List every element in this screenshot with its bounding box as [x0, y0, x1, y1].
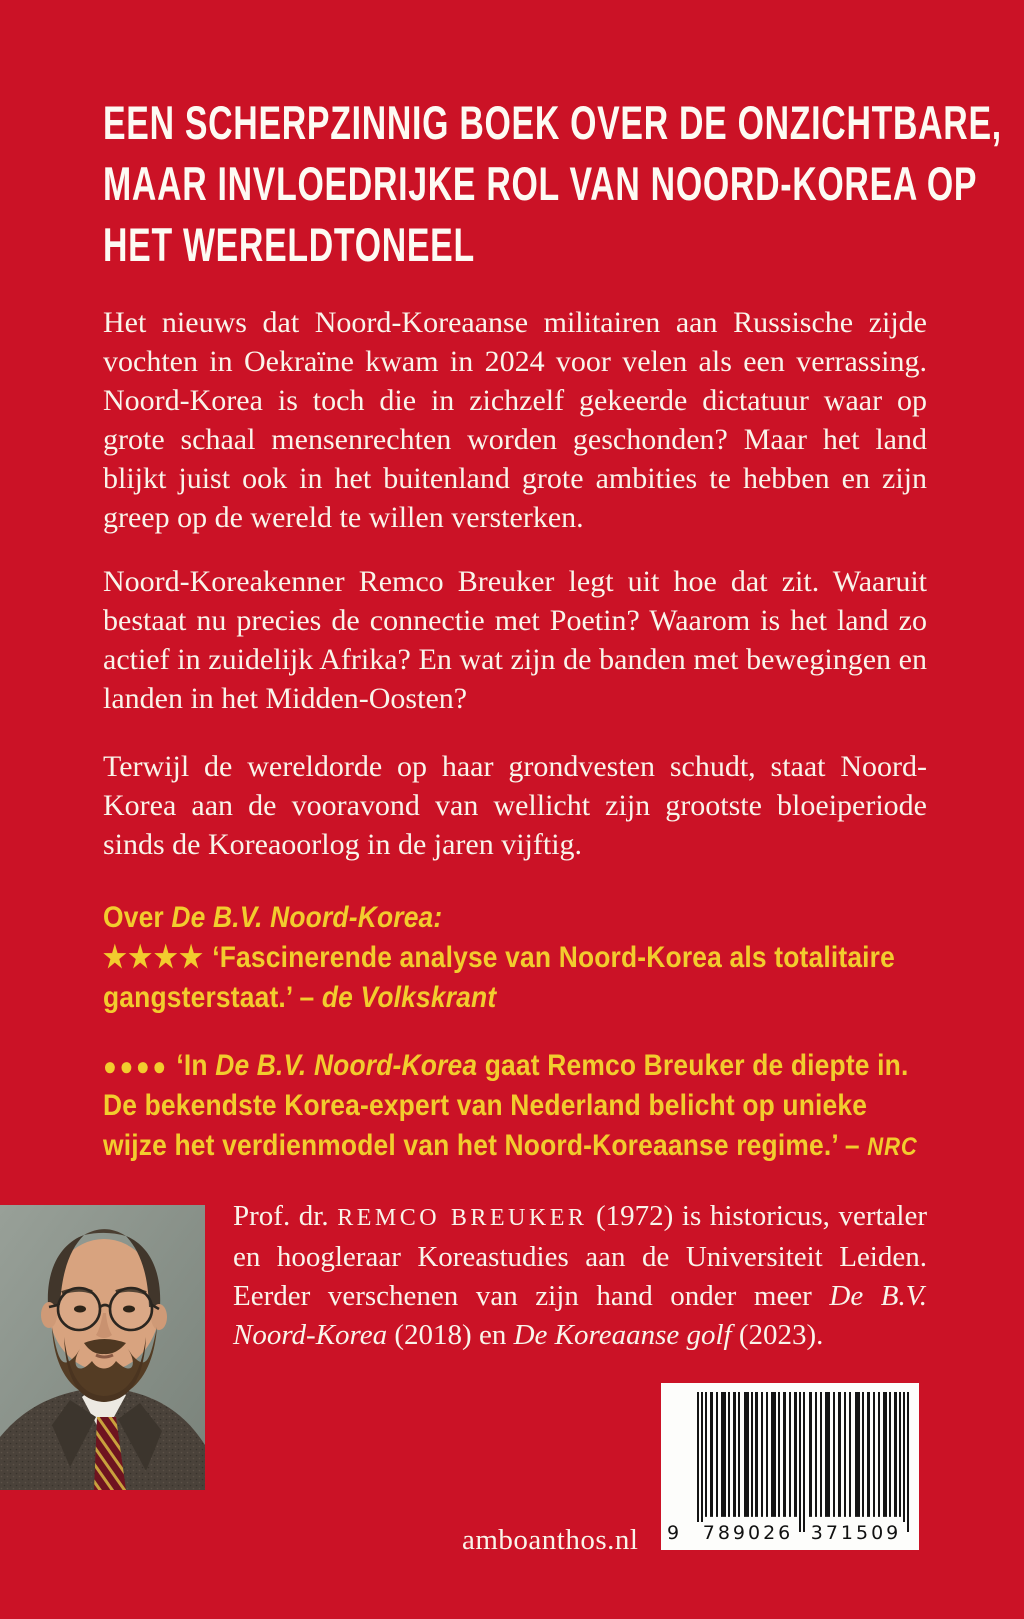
review-nrc: [103, 1046, 930, 1167]
review-2-source: NRC: [867, 1133, 918, 1161]
review-2-book-title: De B.V. Noord-Korea: [215, 1049, 478, 1082]
headline-line-2: MAAR INVLOEDRIJKE ROL VAN NOORD-KOREA OP: [103, 157, 978, 210]
review-quote-1: [103, 938, 930, 1018]
isbn-barcode: [661, 1383, 919, 1550]
headline: [103, 92, 1002, 275]
synopsis-paragraph-3: Terwijl de wereldorde op haar grondvesten schudt, staat Noord-Korea aan de vooravond van wellicht zijn grootste bloeiperiode sinds de Koreaoorlog in de jaren vijftig.: [103, 750, 927, 861]
barcode-bars-icon: [697, 1392, 909, 1532]
author-name: REMCO BREUKER: [337, 1205, 588, 1231]
publisher-url: amboanthos.nl: [462, 1524, 639, 1556]
isbn-digits: [667, 1520, 913, 1544]
dot-rating-icon: ●●●●: [103, 1051, 169, 1081]
headline-line-3: HET WERELDTONEEL: [103, 218, 475, 271]
book-title-1: De B.V. Noord-Korea: [233, 1280, 927, 1351]
review-1-quote: ‘Fascinerende analyse van Noord-Korea als totalitaire gangsterstaat.’ –: [103, 941, 895, 1014]
synopsis-paragraph-2: Noord-Koreakenner Remco Breuker legt uit hoe dat zit. Waaruit bestaat nu precies de connectie met Poetin? Waarom is het land zo actief in zuidelijk Afrika? En wat zijn de banden met bewegingen en landen in het Midden-Oosten?: [103, 565, 927, 715]
review-volkskrant: [103, 898, 930, 1018]
isbn-group-2: 371509: [805, 1522, 907, 1544]
review-heading-prefix: Over: [103, 901, 172, 934]
eye-right: [123, 1306, 135, 1313]
isbn-digit-1: 9: [667, 1522, 683, 1544]
review-1-source: de Volkskrant: [321, 981, 497, 1014]
bio-suffix: (2023).: [731, 1319, 824, 1351]
star-rating-icon: ★★★★: [103, 941, 205, 974]
author-photo: [0, 1205, 205, 1490]
synopsis-paragraph-1: Het nieuws dat Noord-Koreaanse militairen aan Russische zijde vochten in Oekraïne kwam in 2024 voor velen als een verrassing. Noord-Korea is toch die in zichzelf gekeerde dictatuur waar op grote schaal mensenrechten worden geschonden? Maar het land blijkt juist ook in het buitenland grote ambities te hebben en zijn greep op de wereld te willen versterken.: [103, 306, 927, 534]
isbn-group-1: 789026: [697, 1522, 799, 1544]
review-2-quote-rest: gaat Remco Breuker de diepte in. De bekendste Korea-expert van Nederland belicht op unieke wijze het verdienmodel van het Noord-Koreaanse regime.’ –: [103, 1049, 909, 1162]
headline-line-1: EEN SCHERPZINNIG BOEK OVER DE ONZICHTBARE,: [103, 96, 1002, 149]
review-2-quote-start: ‘In: [168, 1049, 216, 1082]
bio-between: (2018) en: [387, 1319, 514, 1351]
author-bio: [233, 1197, 927, 1355]
review-heading-title: De B.V. Noord-Korea:: [171, 901, 443, 934]
bio-prefix: Prof. dr.: [233, 1200, 338, 1232]
review-heading: [103, 898, 930, 938]
eye-left: [74, 1306, 86, 1313]
book-title-2: De Koreaanse golf: [513, 1319, 732, 1351]
bio-middle: (1972) is historicus, vertaler en hoogleraar Koreastudies aan de Universiteit Leiden. Eerder verschenen van zijn hand onder meer: [233, 1200, 927, 1312]
